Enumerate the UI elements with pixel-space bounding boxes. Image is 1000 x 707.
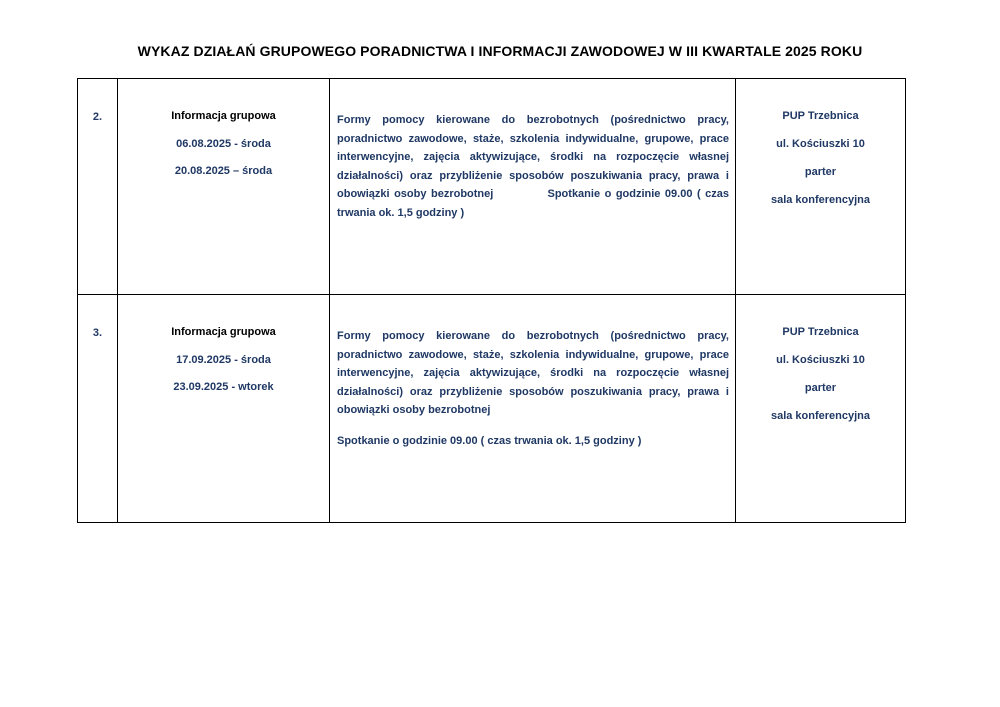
document-title: WYKAZ DZIAŁAŃ GRUPOWEGO PORADNICTWA I INFORMACJI ZAWODOWEJ W III KWARTALE 2025 ROKU bbox=[137, 43, 863, 59]
location-line: sala konferencyjna bbox=[770, 194, 871, 206]
table-row bbox=[78, 79, 906, 295]
schedule-table bbox=[77, 78, 906, 523]
description-text: Formy pomocy kierowane do bezrobotnych (pośrednictwo pracy, poradnictwo zawodowe, staże, szkolenia indywidualne, grupowe, prace interwencyjne, zajęcia aktywizujące, środki na rozpoczęcie własnej działalności) oraz przybliżenie sposobów poszukiwania pracy, prawa i obowiązki osoby bezrobotnej bbox=[337, 330, 729, 416]
meeting-time: Spotkanie o godzinie 09.00 ( czas trwania ok. 1,5 godziny ) bbox=[337, 188, 730, 219]
location-line: ul. Kościuszki 10 bbox=[776, 138, 865, 150]
session-date: 23.09.2025 - wtorek bbox=[173, 381, 274, 393]
location-line: parter bbox=[804, 382, 837, 394]
description-text: Formy pomocy kierowane do bezrobotnych (pośrednictwo pracy, poradnictwo zawodowe, staże, szkolenia indywidualne, grupowe, prace interwencyjne, zajęcia aktywizujące, środki na rozpoczęcie własnej działalności) oraz przybliżenie sposobów poszukiwania pracy, prawa i obowiązki osoby bezrobotnej bbox=[337, 114, 729, 200]
location-line: sala konferencyjna bbox=[770, 410, 871, 422]
row-number: 2. bbox=[78, 79, 118, 295]
topic-cell bbox=[118, 295, 330, 523]
topic-name: Informacja grupowa bbox=[171, 326, 276, 338]
session-date: 17.09.2025 - środa bbox=[176, 354, 271, 366]
table-row bbox=[78, 295, 906, 523]
location-line: ul. Kościuszki 10 bbox=[776, 354, 865, 366]
location-line: PUP Trzebnica bbox=[782, 110, 859, 122]
description-cell bbox=[330, 295, 736, 523]
location-line: PUP Trzebnica bbox=[782, 326, 859, 338]
topic-name: Informacja grupowa bbox=[171, 110, 276, 122]
session-date: 06.08.2025 - środa bbox=[176, 138, 271, 150]
location-cell bbox=[736, 295, 906, 523]
session-date: 20.08.2025 – środa bbox=[174, 165, 273, 177]
meeting-time: Spotkanie o godzinie 09.00 ( czas trwania ok. 1,5 godziny ) bbox=[337, 434, 642, 447]
description-cell bbox=[330, 79, 736, 295]
row-number: 3. bbox=[78, 295, 118, 523]
topic-cell bbox=[118, 79, 330, 295]
location-cell bbox=[736, 79, 906, 295]
location-line: parter bbox=[804, 166, 837, 178]
